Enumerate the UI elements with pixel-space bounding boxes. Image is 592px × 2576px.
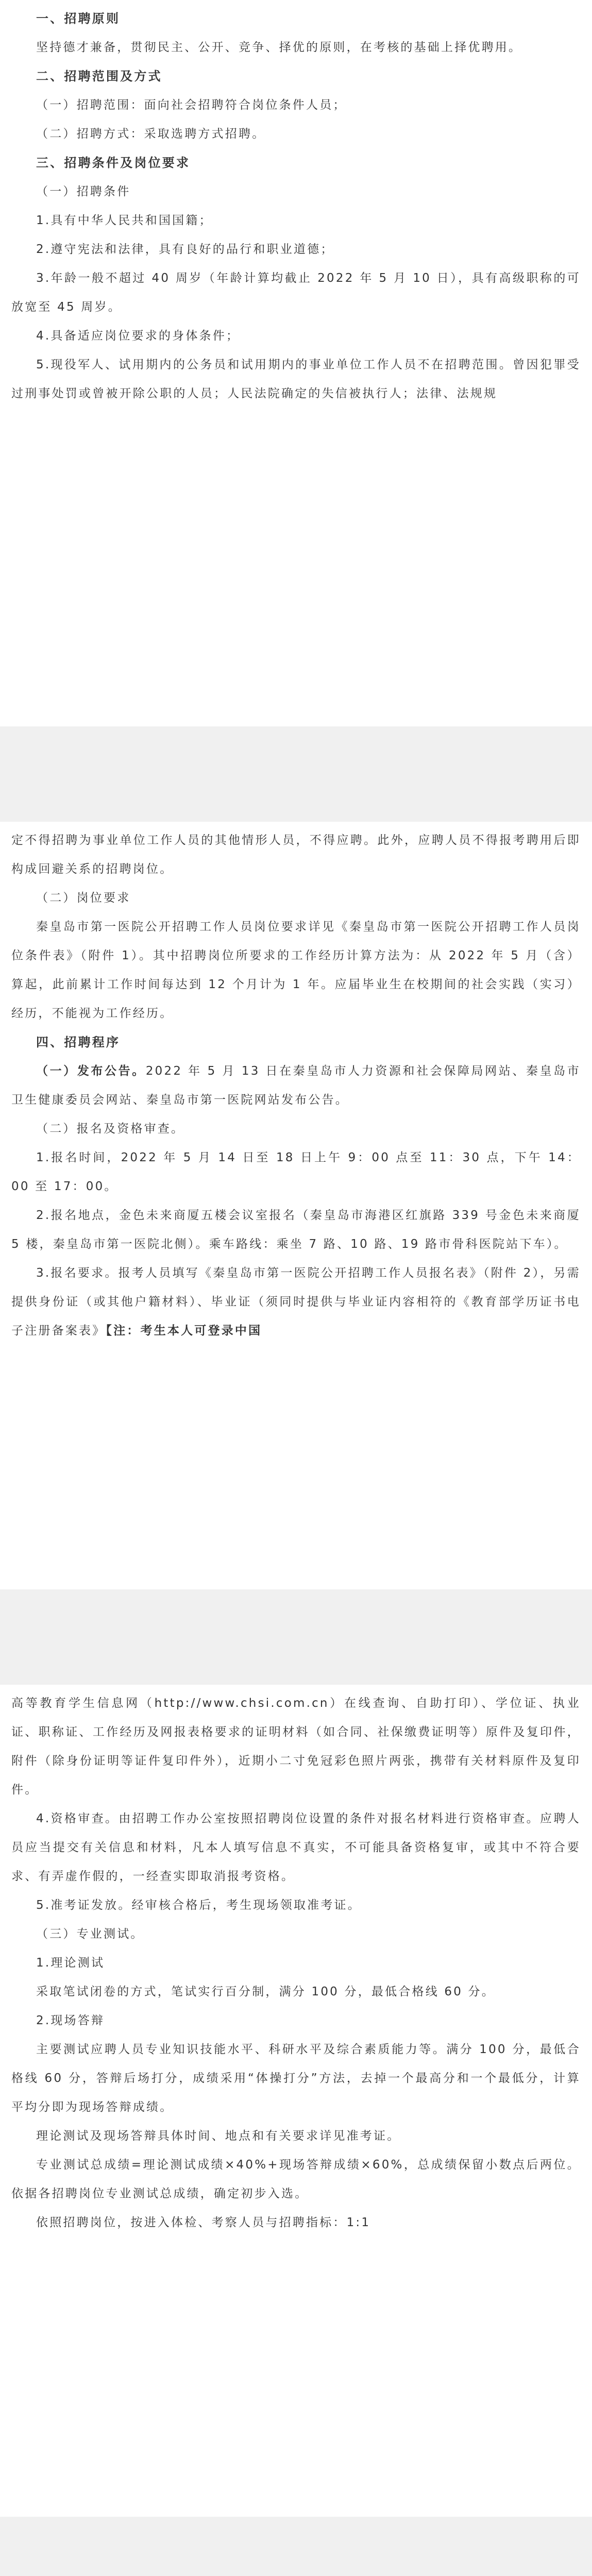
registration-3-note: 【注：考生本人可登录中国 [106,1324,262,1337]
condition-2: 2.遵守宪法和法律，具有良好的品行和职业道德； [36,243,334,256]
paragraph-admission-ticket: 5.准考证发放。经审核合格后，考生现场领取准考证。 [36,1899,361,1912]
paragraph-test-details: 理论测试及现场答辩具体时间、地点和有关要求详见准考证。 [36,2129,401,2143]
condition-5: 5.现役军人、试用期内的公务员和试用期内的事业单位工作人员不在招聘范围。曾因犯罪受过刑事处罚或曾被开除公职的人员；人民法院确定的失信被执行人；法律、法规规 [11,358,581,400]
heading-principle: 一、招聘原则 [36,11,121,26]
publish-label: （一）发布公告。 [36,1064,146,1078]
condition-4: 4.具备适应岗位要求的身体条件； [36,329,240,343]
page-gap-1 [0,726,592,822]
condition-1: 1.具有中华人民共和国国籍； [36,214,213,227]
condition-3: 3.年龄一般不超过 40 周岁（年龄计算均截止 2022 年 5 月 10 日），具有高级职称的可放宽至 45 周岁。 [11,272,581,314]
heading-professional-test: （三）专业测试。 [36,1927,144,1941]
registration-3-main: 3.报名要求。报考人员填写《秦皇岛市第一医院公开招聘工作人员报名表》（附件 2），另需提供身份证（或其他户籍材料）、毕业证（须同时提供与毕业证内容相符的《教育部学历证书电子注册备案表》 [11,1266,581,1337]
registration-1: 1.报名时间，2022 年 5 月 14 日至 18 日上午 9：00 点至 11：30 点，下午 14：00 至 17：00。 [11,1151,581,1193]
registration-2: 2.报名地点，金色未来商厦五楼会议室报名（秦皇岛市海港区红旗路 339 号金色未来商厦 5 楼，秦皇岛市第一医院北侧）。乘车路线：乘坐 7 路、10 路、19 路市骨科医院站下车）。 [11,1209,581,1251]
heading-theory-test: 1.理论测试 [36,1956,105,1970]
page-gap-3 [0,2517,592,2576]
registration-3 [11,1259,581,1345]
page-gap-2 [0,1589,592,1685]
paragraph-scope-1: （一）招聘范围：面向社会招聘符合岗位条件人员； [36,98,347,112]
page-3 [0,1685,592,2517]
heading-conditions-sub: （一）招聘条件 [36,185,131,198]
page-2 [0,822,592,1589]
paragraph-principle: 坚持德才兼备，贯彻民主、公开、竞争、择优的原则，在考核的基础上择优聘用。 [36,41,522,54]
paragraph-materials: 高等教育学生信息网（http://www.chsi.com.cn）在线查询、自助打印）、学位证、执业证、职称证、工作经历及网报表格要求的证明材料（如合同、社保缴费证明等）原件及复印件，附件（除身份证明等证件复印件外），近期小二寸免冠彩色照片两张，携带有关材料原件及复印件。 [11,1697,581,1797]
paragraph-oral-defense: 主要测试应聘人员专业知识技能水平、科研水平及综合素质能力等。满分 100 分，最低合格线 60 分，答辩后场打分，成绩采用“体操打分”方法，去掉一个最高分和一个最低分，计算平均分即为现场答辩成绩。 [11,2043,581,2114]
paragraph-score-formula: 专业测试总成绩=理论测试成绩×40%+现场答辩成绩×60%，总成绩保留小数点后两位。依据各招聘岗位专业测试总成绩，确定初步入选。 [11,2158,581,2200]
paragraph-qualification-review: 4.资格审查。由招聘工作办公室按照招聘岗位设置的条件对报名材料进行资格审查。应聘人员应当提交有关信息和材料，凡本人填写信息不真实，不可能具备资格复审，或其中不符合要求、有弄虚作假的，一经查实即取消报考资格。 [11,1812,581,1883]
publish-text: 2022 年 5 月 13 日在秦皇岛市人力资源和社会保障局网站、秦皇岛市卫生健康委员会网站、秦皇岛市第一医院网站发布公告。 [11,1064,581,1107]
paragraph-scope-2: （二）招聘方式：采取选聘方式招聘。 [36,127,266,141]
heading-registration: （二）报名及资格审查。 [36,1122,185,1136]
paragraph-position-requirements: 秦皇岛市第一医院公开招聘工作人员岗位要求详见《秦皇岛市第一医院公开招聘工作人员岗位条件表》（附件 1）。其中招聘岗位所要求的工作经历计算方法为：从 2022 年 5 月（含）算起，此前累计工作时间每达到 12 个月计为 1 年。应届毕业生在校期间的社会实践（实习）经历，不能视为工作经历。 [11,920,581,1020]
paragraph-theory-test: 采取笔试闭卷的方式，笔试实行百分制，满分 100 分，最低合格线 60 分。 [36,1985,496,1998]
heading-procedure: 四、招聘程序 [36,1035,121,1049]
paragraph-publish [11,1057,581,1114]
heading-scope: 二、招聘范围及方式 [36,69,162,83]
heading-position-requirements: （二）岗位要求 [36,891,131,905]
heading-conditions: 三、招聘条件及岗位要求 [36,156,191,170]
heading-oral-defense: 2.现场答辩 [36,2014,105,2027]
paragraph-selection-ratio: 依照招聘岗位，按进入体检、考察人员与招聘指标：1:1 [36,2216,371,2229]
paragraph-continued-restrictions: 定不得招聘为事业单位工作人员的其他情形人员，不得应聘。此外，应聘人员不得报考聘用后即构成回避关系的招聘岗位。 [11,834,581,876]
page-1 [0,0,592,726]
